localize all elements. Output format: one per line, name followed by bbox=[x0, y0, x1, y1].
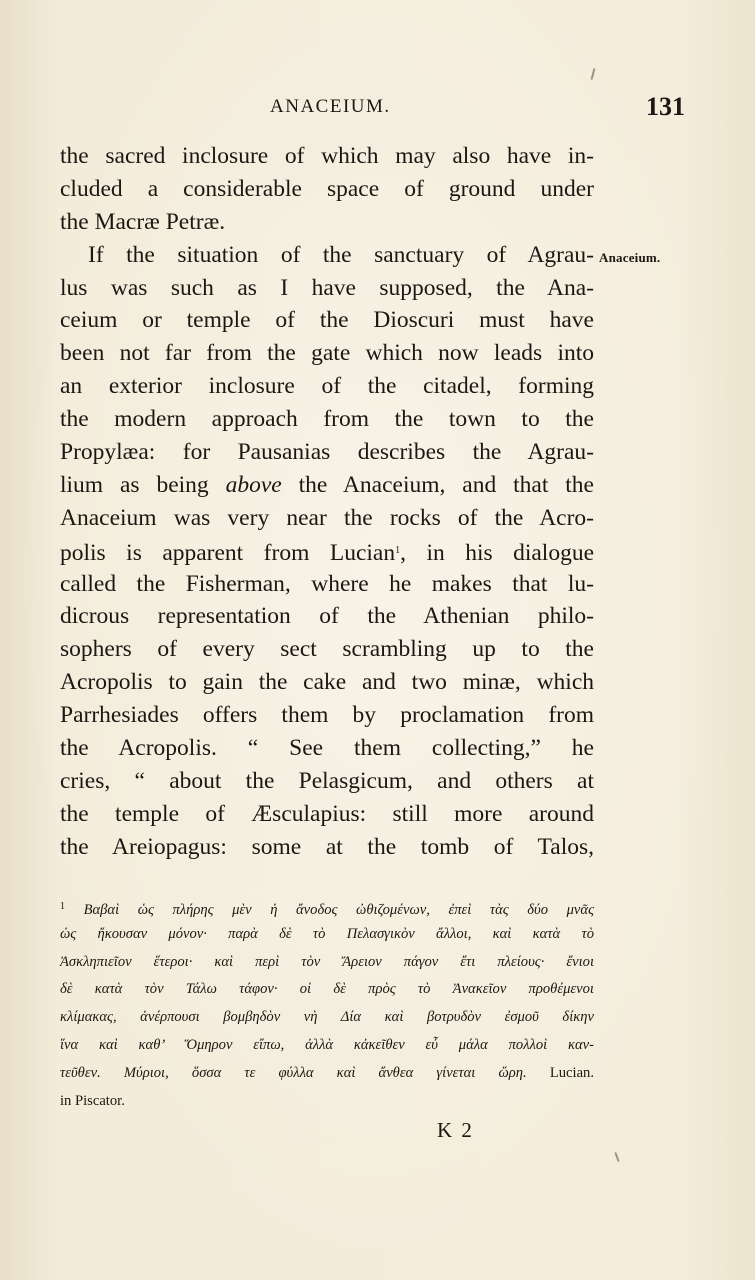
text-line: called the Fisherman, where he makes that lu- bbox=[60, 570, 594, 597]
text-line: the temple of Æsculapius: still more around bbox=[60, 800, 594, 827]
text-line: Anaceium was very near the rocks of the Acro- bbox=[60, 504, 594, 531]
text-line: the sacred inclosure of which may also have in- bbox=[60, 143, 594, 169]
footnote-source: Lucian. bbox=[549, 1064, 594, 1081]
paper-speck bbox=[614, 1152, 619, 1162]
text-line: cries, “ about the Pelasgicum, and others at bbox=[60, 767, 594, 794]
footnote bbox=[60, 893, 594, 1115]
footnote-text: τεῦθεν. Μύριοι, ὅσσα τε φύλλα καὶ ἄνθεα γίνεται ὥρη. bbox=[60, 1064, 527, 1081]
text-segment: the Anaceium, and that the bbox=[298, 471, 594, 498]
main-text bbox=[60, 140, 594, 864]
text-line-with-note-ref bbox=[60, 535, 594, 568]
page-number: 131 bbox=[646, 92, 685, 121]
text-line: Acropolis to gain the cake and two minæ, which bbox=[60, 669, 594, 696]
text-line: the modern approach from the town to the bbox=[60, 406, 594, 433]
text-line: the Acropolis. “ See them collecting,” he bbox=[60, 735, 594, 762]
footnote-line: ὡς ἤκουσαν μόνον· παρὰ δὲ τὸ Πελασγικὸν ἄλλοι, καὶ κατὰ τὸ bbox=[60, 925, 594, 942]
footnote-text: Βαβαὶ ὡς πλήρης μὲν ἡ ἄνοδος ὠθιζομένων, ἐπεὶ τὰς δύο μνᾶς bbox=[83, 902, 594, 918]
footnote-line: κλίμακας, ἀνέρπουσι βομβηδὸν νὴ Δία καὶ βοτρυδὸν ἐσμοῦ δίκην bbox=[60, 1009, 594, 1026]
text-segment: , in his dialogue bbox=[400, 539, 595, 566]
footnote-marker: 1 bbox=[60, 901, 65, 912]
text-line: cluded a considerable space of ground under bbox=[60, 175, 594, 202]
text-line: If the situation of the sanctuary of Agrau- bbox=[88, 241, 594, 268]
text-line: lus was such as I have supposed, the Ana- bbox=[60, 274, 594, 301]
text-line: an exterior inclosure of the citadel, forming bbox=[60, 373, 594, 400]
text-line: Parrhesiades offers them by proclamation from bbox=[60, 702, 594, 729]
running-title: ANACEIUM. bbox=[270, 96, 391, 117]
marginal-note: Anaceium. bbox=[599, 250, 661, 265]
text-line-with-italic bbox=[60, 469, 594, 502]
page-header bbox=[0, 92, 755, 128]
text-line: Propylæa: for Pausanias describes the Agrau- bbox=[60, 439, 594, 466]
text-line: sophers of every sect scrambling up to the bbox=[60, 636, 594, 663]
text-line: dicrous representation of the Athenian philo- bbox=[60, 603, 594, 630]
footnote-line bbox=[60, 893, 594, 921]
text-line: ceium or temple of the Dioscuri must have bbox=[60, 307, 594, 334]
signature-mark: K 2 bbox=[437, 1118, 474, 1142]
italic-word: above bbox=[225, 471, 282, 498]
text-line: the Areiopagus: some at the tomb of Talos, bbox=[60, 833, 594, 860]
text-line: the Macræ Petræ. bbox=[60, 208, 226, 235]
text-segment: polis is apparent from Lucian bbox=[60, 539, 396, 566]
footnote-line bbox=[60, 1060, 594, 1088]
text-line: been not far from the gate which now leads into bbox=[60, 340, 594, 367]
text-segment: lium as being bbox=[60, 471, 209, 498]
footnote-line: δὲ κατὰ τὸν Τάλω τάφον· οἱ δὲ πρὸς τὸ Ἀνακεῖον προθέμενοι bbox=[60, 981, 594, 998]
paper-speck bbox=[590, 68, 595, 80]
footnote-line: in Piscator. bbox=[60, 1092, 125, 1109]
footnote-line: Ἀσκληπιεῖον ἕτεροι· καὶ περὶ τὸν Ἄρειον πάγον ἔτι πλείους· ἔνιοι bbox=[60, 953, 594, 970]
footnote-reference[interactable]: 1 bbox=[395, 544, 401, 556]
footnote-line: ἵνα καὶ καθ’ Ὅμηρον εἴπω, ἀλλὰ κἀκεῖθεν εὖ μάλα πολλοὶ καν- bbox=[60, 1036, 594, 1053]
